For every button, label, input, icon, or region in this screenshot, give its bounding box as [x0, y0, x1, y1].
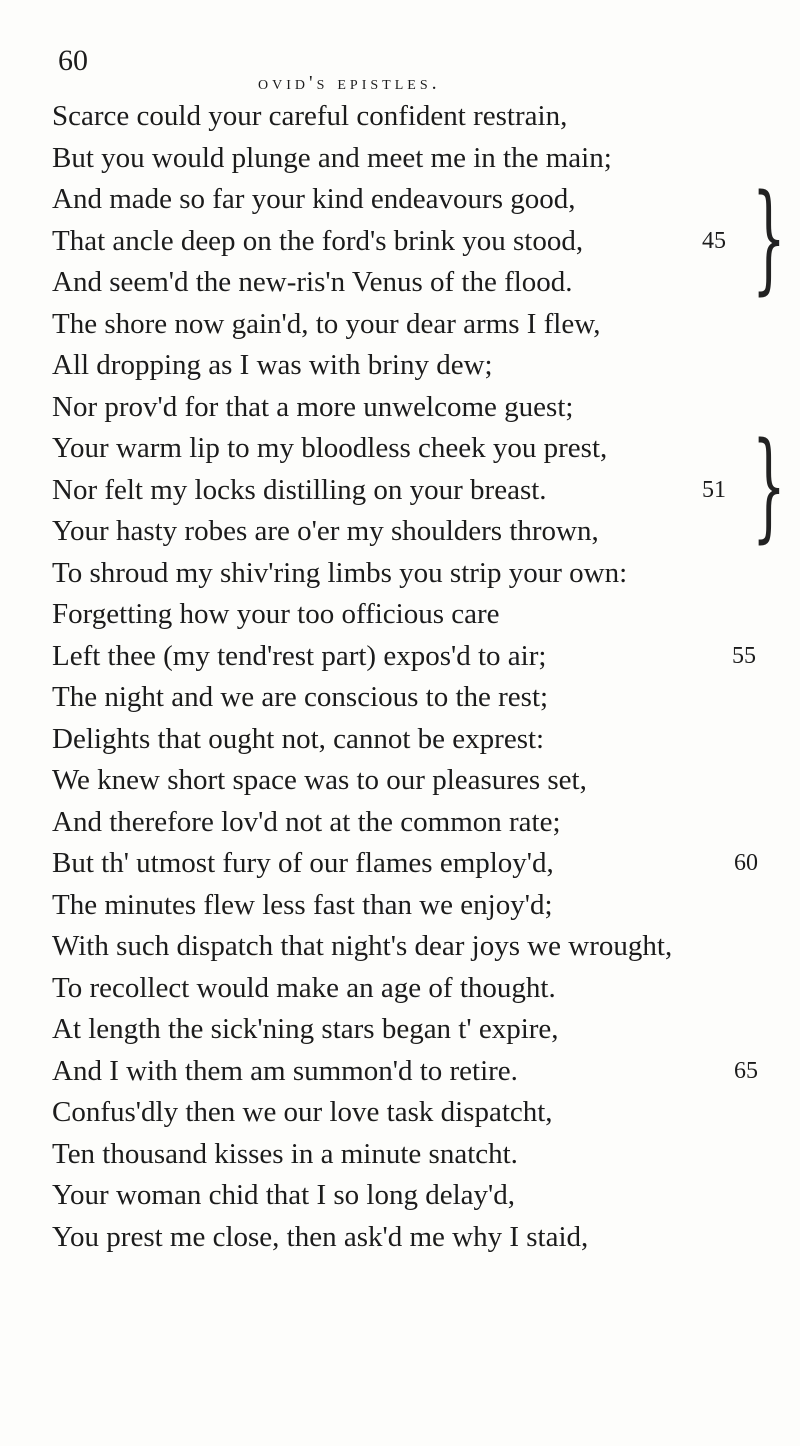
verse-line	[52, 138, 792, 180]
verse-text: And made so far your kind endeavours good,	[52, 183, 576, 215]
verse-text: We knew short space was to our pleasures set,	[52, 764, 587, 796]
verse-text: That ancle deep on the ford's brink you stood,	[52, 224, 584, 257]
verse-line	[52, 843, 792, 885]
verse-line	[52, 304, 792, 346]
verse-text: Left thee (my tend'rest part) expos'd to air;	[52, 639, 547, 672]
verse-line	[52, 968, 792, 1010]
verse-line	[52, 1009, 792, 1051]
verse-line	[52, 428, 792, 470]
verse-line	[52, 636, 792, 678]
verse-text: Your warm lip to my bloodless cheek you prest,	[52, 432, 608, 464]
verse-line	[52, 677, 792, 719]
triplet-brace: }	[752, 416, 786, 554]
verse-line	[52, 1092, 792, 1134]
verse-text: To shroud my shiv'ring limbs you strip your own:	[52, 556, 628, 589]
running-head: ovid's epistles.	[258, 72, 441, 94]
verse-line	[52, 1134, 792, 1176]
page-number: 60	[58, 44, 88, 77]
triplet-brace: }	[752, 168, 786, 306]
verse-line	[52, 594, 792, 636]
verse-line	[52, 470, 792, 512]
verse-line	[52, 1051, 792, 1093]
verse-line	[52, 719, 792, 761]
line-number: 60	[734, 850, 758, 876]
line-number: 65	[734, 1057, 758, 1084]
verse-line	[52, 553, 792, 595]
verse-line	[52, 802, 792, 844]
line-number: 55	[732, 642, 756, 669]
verse-text: Nor prov'd for that a more unwelcome guest;	[52, 390, 574, 423]
verse-line	[52, 96, 792, 138]
verse-text: But th' utmost fury of our flames employ'd,	[52, 847, 554, 879]
verse-text: And I with them am summon'd to retire.	[52, 1054, 518, 1087]
verse-text: Your hasty robes are o'er my shoulders thrown,	[52, 515, 599, 547]
verse-line	[52, 1175, 792, 1217]
verse-text: With such dispatch that night's dear joys we wrought,	[52, 930, 673, 962]
verse-text: And seem'd the new-ris'n Venus of the flood.	[52, 266, 573, 298]
verse-line	[52, 221, 792, 263]
verse-line	[52, 1217, 792, 1259]
verse-line	[52, 262, 792, 304]
verse-text: Delights that ought not, cannot be exprest:	[52, 722, 545, 755]
line-number: 51	[702, 476, 726, 503]
verse-text: The night and we are conscious to the rest;	[52, 681, 549, 713]
verse-line	[52, 511, 792, 553]
verse-line	[52, 926, 792, 968]
verse-text: You prest me close, then ask'd me why I staid,	[52, 1220, 589, 1253]
verse-block	[52, 96, 792, 1258]
verse-line	[52, 179, 792, 221]
verse-line	[52, 885, 792, 927]
verse-text: But you would plunge and meet me in the main;	[52, 141, 612, 174]
verse-text: Your woman chid that I so long delay'd,	[52, 1179, 516, 1211]
verse-line	[52, 345, 792, 387]
verse-text: Forgetting how your too officious care	[52, 598, 500, 630]
verse-text: Scarce could your careful confident restrain,	[52, 100, 568, 132]
verse-text: The shore now gain'd, to your dear arms I flew,	[52, 307, 601, 340]
line-number: 45	[702, 227, 726, 254]
verse-text: Nor felt my locks distilling on your breast.	[52, 473, 547, 506]
verse-line	[52, 387, 792, 429]
verse-text: All dropping as I was with briny dew;	[52, 349, 493, 381]
verse-text: Ten thousand kisses in a minute snatcht.	[52, 1137, 518, 1170]
verse-text: At length the sick'ning stars began t' expire,	[52, 1013, 559, 1045]
verse-text: Confus'dly then we our love task dispatcht,	[52, 1096, 553, 1128]
verse-text: To recollect would make an age of thought.	[52, 971, 556, 1004]
verse-line	[52, 760, 792, 802]
verse-text: The minutes flew less fast than we enjoy'd;	[52, 888, 553, 921]
verse-text: And therefore lov'd not at the common rate;	[52, 805, 561, 838]
